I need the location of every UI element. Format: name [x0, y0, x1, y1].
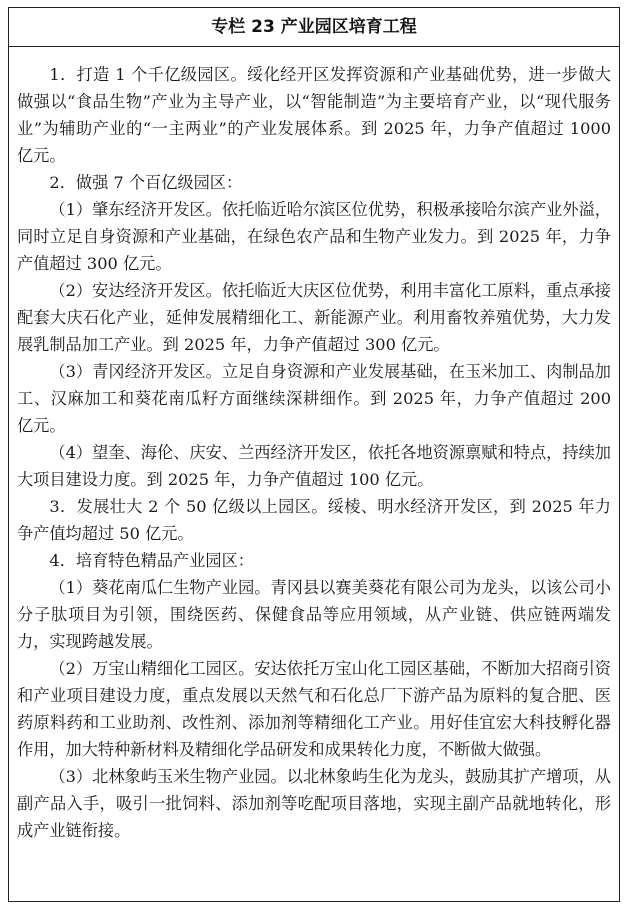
column-title: 专栏 23 产业园区培育工程 [9, 8, 619, 47]
paragraph: （3）北林象屿玉米生物产业园。以北林象屿生化为龙头，鼓励其扩产增项，从副产品入手，吸引一批饲料、添加剂等吃配项目落地，实现主副产品就地转化，形成产业链衔接。 [17, 767, 611, 840]
paragraph: 2．做强 7 个百亿级园区： [49, 173, 243, 192]
paragraph: （3）青冈经济开发区。立足自身资源和产业发展基础，在玉米加工、肉制品加工、汉麻加工和葵花南瓜籽方面继续深耕细作。到 2025 年，力争产值超过 200 亿元。 [17, 362, 611, 435]
paragraph: （1）肇东经济开发区。依托临近哈尔滨区位优势，积极承接哈尔滨产业外溢，同时立足自身资源和产业基础，在绿色农产品和生物产业发力。到 2025 年，力争产值超过 300 亿元。 [17, 200, 611, 273]
paragraph: 3．发展壮大 2 个 50 亿级以上园区。绥棱、明水经济开发区，到 2025 年力争产值均超过 50 亿元。 [17, 497, 611, 543]
paragraph: 4．培育特色精品产业园区： [49, 551, 254, 570]
column-body [9, 47, 619, 850]
paragraph: （2）安达经济开发区。依托临近大庆区位优势，利用丰富化工原料，重点承接配套大庆石化产业，延伸发展精细化工、新能源产业。利用畜牧养殖优势，大力发展乳制品加工产业。到 2025 年，力争产值超过 300 亿元。 [17, 281, 611, 354]
paragraph: 1．打造 1 个千亿级园区。绥化经开区发挥资源和产业基础优势，进一步做大做强以“食品生物”产业为主导产业，以“智能制造”为主要培育产业，以“现代服务业”为辅助产业的“一主两业”的产业发展体系。到 2025 年，力争产值超过 1000 亿元。 [17, 65, 611, 165]
paragraph: （4）望奎、海伦、庆安、兰西经济开发区，依托各地资源禀赋和特点，持续加大项目建设力度。到 2025 年，力争产值超过 100 亿元。 [17, 443, 611, 489]
paragraph: （1）葵花南瓜仁生物产业园。青冈县以赛美葵花有限公司为龙头，以该公司小分子肽项目为引领，围绕医药、保健食品等应用领域，从产业链、供应链两端发力，实现跨越发展。 [17, 578, 611, 651]
paragraph: （2）万宝山精细化工园区。安达依托万宝山化工园区基础，不断加大招商引资和产业项目建设力度，重点发展以天然气和石化总厂下游产品为原料的复合肥、医药原料药和工业助剂、改性剂、添加剂等精细化工产业。用好佳宜宏大科技孵化器作用，加大特种新材料及精细化学品研发和成果转化力度，不断做大做强。 [17, 659, 611, 759]
column-box [8, 7, 620, 902]
